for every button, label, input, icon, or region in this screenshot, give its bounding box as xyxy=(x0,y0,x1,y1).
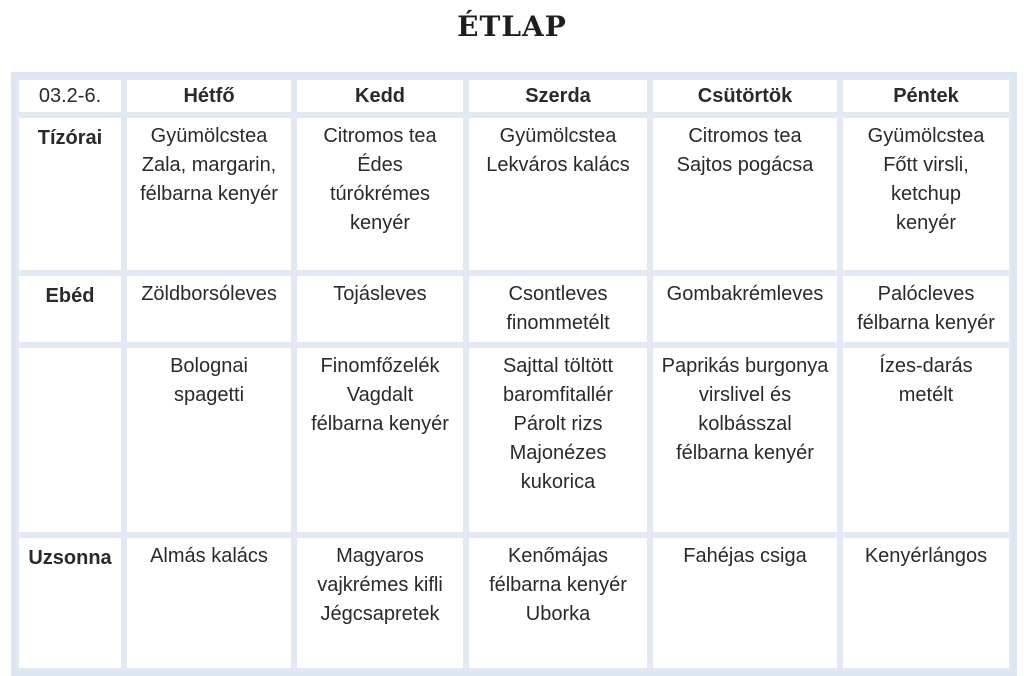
menu-item-line: vajkrémes kifli xyxy=(317,574,443,596)
menu-cell xyxy=(294,345,466,535)
menu-item-line: félbarna kenyér xyxy=(311,413,449,435)
day-header-wednesday: Szerda xyxy=(466,77,650,115)
menu-item-line: spagetti xyxy=(173,384,245,406)
menu-item-line: kukorica xyxy=(520,471,596,493)
menu-item-line: Gyümölcstea xyxy=(867,125,985,147)
menu-item-line: túrókrémes xyxy=(329,183,431,205)
menu-cell xyxy=(124,535,294,671)
menu-cell xyxy=(294,115,466,273)
table-row xyxy=(16,345,1012,535)
menu-item-line: Édes xyxy=(357,154,403,176)
menu-item-line: Paprikás burgonya xyxy=(661,355,829,377)
menu-item-line: Lekváros kalács xyxy=(486,154,630,176)
menu-cell xyxy=(466,345,650,535)
menu-cell xyxy=(124,115,294,273)
menu-item-line: Finomfőzelék xyxy=(320,355,440,377)
menu-item-line: Gombakrémleves xyxy=(666,283,824,305)
table-row xyxy=(16,115,1012,273)
row-label-tizorai: Tízórai xyxy=(16,115,124,273)
menu-cell xyxy=(124,273,294,345)
menu-item-line: Uborka xyxy=(525,603,591,625)
menu-item-line: Citromos tea xyxy=(323,125,437,147)
menu-cell xyxy=(650,345,840,535)
menu-cell xyxy=(466,115,650,273)
menu-item-line: félbarna kenyér xyxy=(676,442,814,464)
menu-table xyxy=(11,72,1017,676)
table-row xyxy=(16,535,1012,671)
menu-item-line: metélt xyxy=(898,384,954,406)
menu-item-line: Bolognai xyxy=(170,355,248,377)
header-row xyxy=(16,77,1012,115)
menu-item-line: Palócleves xyxy=(877,283,975,305)
menu-cell xyxy=(650,535,840,671)
date-range-cell: 03.2-6. xyxy=(16,77,124,115)
menu-cell xyxy=(294,535,466,671)
menu-item-line: kenyér xyxy=(349,212,411,234)
menu-item-line: Sajttal töltött xyxy=(502,355,614,377)
day-header-thursday: Csütörtök xyxy=(650,77,840,115)
menu-cell xyxy=(840,345,1012,535)
menu-item-line: Főtt virsli, xyxy=(883,154,969,176)
menu-item-line: félbarna kenyér xyxy=(140,183,278,205)
menu-cell xyxy=(466,535,650,671)
menu-item-line: Zöldborsóleves xyxy=(141,283,277,305)
menu-item-line: Vagdalt xyxy=(346,384,414,406)
menu-cell xyxy=(840,535,1012,671)
menu-cell xyxy=(650,115,840,273)
menu-item-line: Citromos tea xyxy=(688,125,802,147)
menu-cell xyxy=(466,273,650,345)
menu-item-line: Gyümölcstea xyxy=(150,125,268,147)
menu-item-line: ketchup xyxy=(890,183,962,205)
menu-item-line: virslivel és xyxy=(698,384,792,406)
menu-item-line: Párolt rizs xyxy=(513,413,603,435)
page-title: ÉTLAP xyxy=(457,10,567,43)
menu-item-line: Majonézes xyxy=(509,442,607,464)
menu-item-line: Ízes-darás xyxy=(879,355,973,377)
menu-item-line: kolbásszal xyxy=(698,413,792,435)
table-row xyxy=(16,273,1012,345)
menu-cell xyxy=(840,115,1012,273)
menu-item-line: kenyér xyxy=(895,212,957,234)
menu-cell xyxy=(650,273,840,345)
menu-item-line: Sajtos pogácsa xyxy=(676,154,814,176)
menu-item-line: Zala, margarin, xyxy=(141,154,277,176)
row-label-empty xyxy=(16,345,124,535)
menu-item-line: Fahéjas csiga xyxy=(683,545,807,567)
menu-item-line: Jégcsapretek xyxy=(320,603,440,625)
menu-item-line: baromfitallér xyxy=(502,384,614,406)
row-label-uzsonna: Uzsonna xyxy=(16,535,124,671)
day-header-tuesday: Kedd xyxy=(294,77,466,115)
menu-item-line: félbarna kenyér xyxy=(489,574,627,596)
menu-item-line: Kenyérlángos xyxy=(864,545,988,567)
menu-item-line: Magyaros xyxy=(336,545,424,567)
menu-item-line: félbarna kenyér xyxy=(857,312,995,334)
menu-cell xyxy=(124,345,294,535)
day-header-monday: Hétfő xyxy=(124,77,294,115)
day-header-friday: Péntek xyxy=(840,77,1012,115)
menu-item-line: Kenőmájas xyxy=(507,545,609,567)
menu-item-line: Tojásleves xyxy=(333,283,427,305)
menu-item-line: Almás kalács xyxy=(150,545,268,567)
row-label-ebed: Ebéd xyxy=(16,273,124,345)
menu-cell xyxy=(840,273,1012,345)
menu-item-line: Gyümölcstea xyxy=(499,125,617,147)
menu-cell xyxy=(294,273,466,345)
menu-item-line: finommetélt xyxy=(506,312,610,334)
menu-item-line: Csontleves xyxy=(508,283,608,305)
